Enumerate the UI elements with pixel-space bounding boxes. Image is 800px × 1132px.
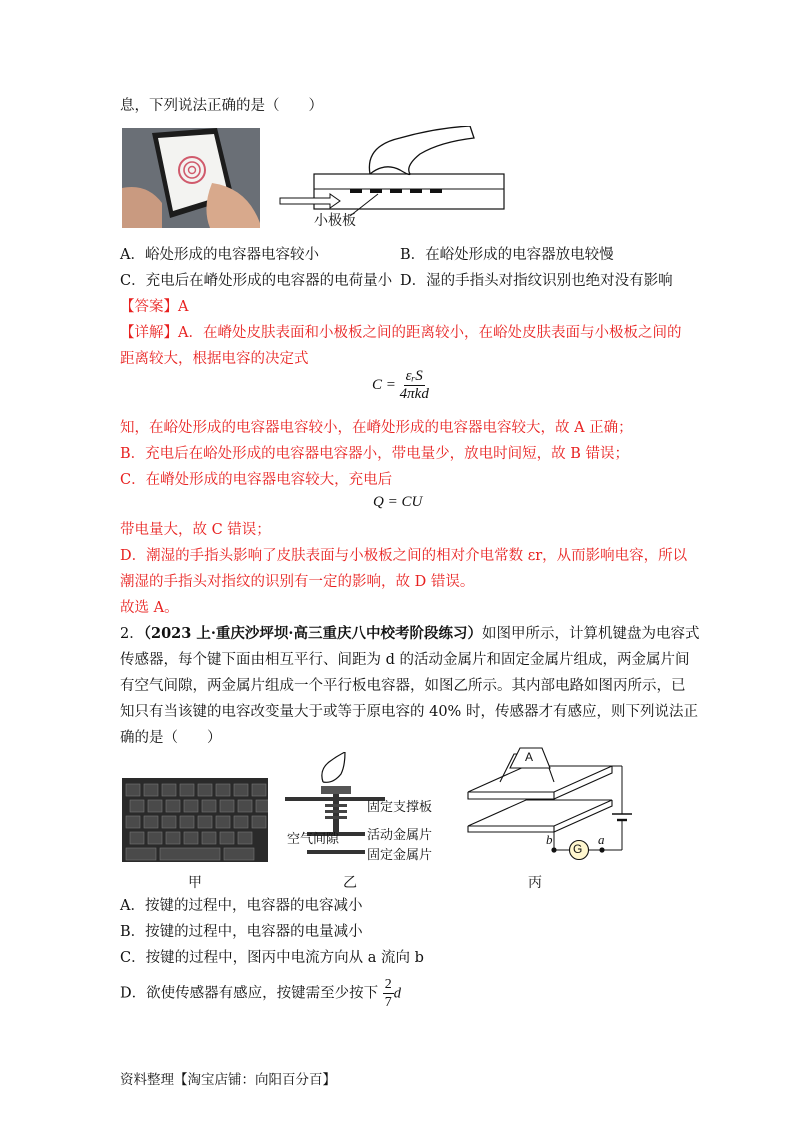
fig-bing-caption: 丙	[528, 875, 542, 891]
q2-option-b: B．按键的过程中，电容器的电量减小	[120, 924, 363, 940]
key-structure-diagram	[285, 752, 455, 864]
q2-stem-line5: 确的是（ ）	[120, 730, 222, 746]
q1-explanation-line1: 【详解】A．在嵴处皮肤表面和小极板之间的距离较小，在峪处皮肤表面与小极板之间的	[120, 325, 682, 341]
q1-option-a: A．峪处形成的电容器电容较小	[120, 247, 319, 263]
q1-explanation-line8: 潮湿的手指头对指纹的识别有一定的影响，故 D 错误。	[120, 574, 475, 590]
q2-stem-line4: 知只有当该键的电容改变量大于或等于原电容的 40% 时，传感器才有感应，则下列说法正	[120, 704, 698, 720]
q2-stem-line2: 传感器，每个键下面由相互平行、间距为 d 的活动金属片和固定金属片组成，两金属片间	[120, 652, 690, 668]
galvanometer-icon: G	[573, 842, 583, 856]
q2-option-a: A．按键的过程中，电容器的电容减小	[120, 898, 363, 914]
label-air-gap: 空气间隙	[287, 832, 340, 847]
fig-yi-caption: 乙	[343, 875, 357, 891]
q1-option-c: C．充电后在嵴处形成的电容器的电荷量小	[120, 273, 393, 289]
charge-formula: Q = CU	[373, 494, 423, 510]
phone-fingerprint-photo	[122, 128, 260, 228]
q2-option-d	[120, 976, 401, 1011]
label-moving-plate: 活动金属片	[367, 828, 433, 843]
label-fixed-support: 固定支撑板	[367, 800, 433, 815]
q1-explanation-line7: D．潮湿的手指头影响了皮肤表面与小极板之间的相对介电常数 εr，从而影响电容，所以	[120, 548, 688, 564]
q2-number: 2．	[120, 626, 144, 642]
capacitance-formula	[372, 368, 429, 403]
q2-option-d-var: d	[393, 985, 401, 1002]
keyboard-photo	[122, 778, 268, 862]
circuit-diagram	[462, 744, 642, 866]
footer-note: 资料整理【淘宝店铺：向阳百分百】	[120, 1072, 336, 1088]
q1-option-d: D．湿的手指头对指纹识别也绝对没有影响	[400, 273, 673, 289]
sensor-diagram	[270, 126, 520, 234]
q1-explanation-line3: 知，在峪处形成的电容器电容较小，在嵴处形成的电容器电容较大，故 A 正确；	[120, 420, 633, 436]
label-key-a: A	[525, 750, 534, 764]
q1-option-b: B．在峪处形成的电容器放电较慢	[400, 247, 614, 263]
fraction-denominator: 7	[384, 995, 392, 1010]
label-point-a: a	[598, 832, 605, 847]
formula-denominator: 4πkd	[399, 386, 429, 402]
q1-stem-tail: 息，下列说法正确的是（ ）	[120, 98, 323, 114]
label-point-b: b	[546, 832, 553, 847]
q2-source: （2023 上·重庆沙坪坝·高三重庆八中校考阶段练习）	[143, 625, 482, 642]
formula-lhs: C =	[372, 376, 396, 393]
q2-option-d-text: D．欲使传感器有感应，按键需至少按下	[120, 985, 379, 1002]
q2-stem-line1	[120, 624, 699, 644]
q2-option-c: C．按键的过程中，图丙中电流方向从 a 流向 b	[120, 950, 424, 966]
q1-explanation-line5: C．在嵴处形成的电容器电容较大，充电后	[120, 472, 393, 488]
label-fixed-plate: 固定金属片	[367, 848, 433, 863]
q1-answer: 【答案】A	[120, 299, 189, 315]
formula-fraction	[400, 368, 429, 403]
q1-explanation-line2: 距离较大，根据电容的决定式	[120, 351, 309, 367]
q2-stem1: 如图甲所示，计算机键盘为电容式	[481, 626, 700, 642]
q1-explanation-line4: B．充电后在峪处形成的电容器电容器小，带电量少，放电时间短，故 B 错误；	[120, 446, 630, 462]
fig-jia-caption: 甲	[188, 875, 202, 891]
formula-numerator: εᵣS	[405, 368, 423, 384]
q1-explanation-line9: 故选 A。	[120, 600, 179, 616]
small-plate-label: 小极板	[314, 213, 356, 229]
q2-option-d-fraction	[383, 976, 394, 1011]
q2-stem-line3: 有空气间隙，两金属片组成一个平行板电容器，如图乙所示。其内部电路如图丙所示，已	[120, 678, 686, 694]
fraction-numerator: 2	[384, 977, 392, 992]
q1-explanation-line6: 带电量大，故 C 错误；	[120, 522, 271, 538]
